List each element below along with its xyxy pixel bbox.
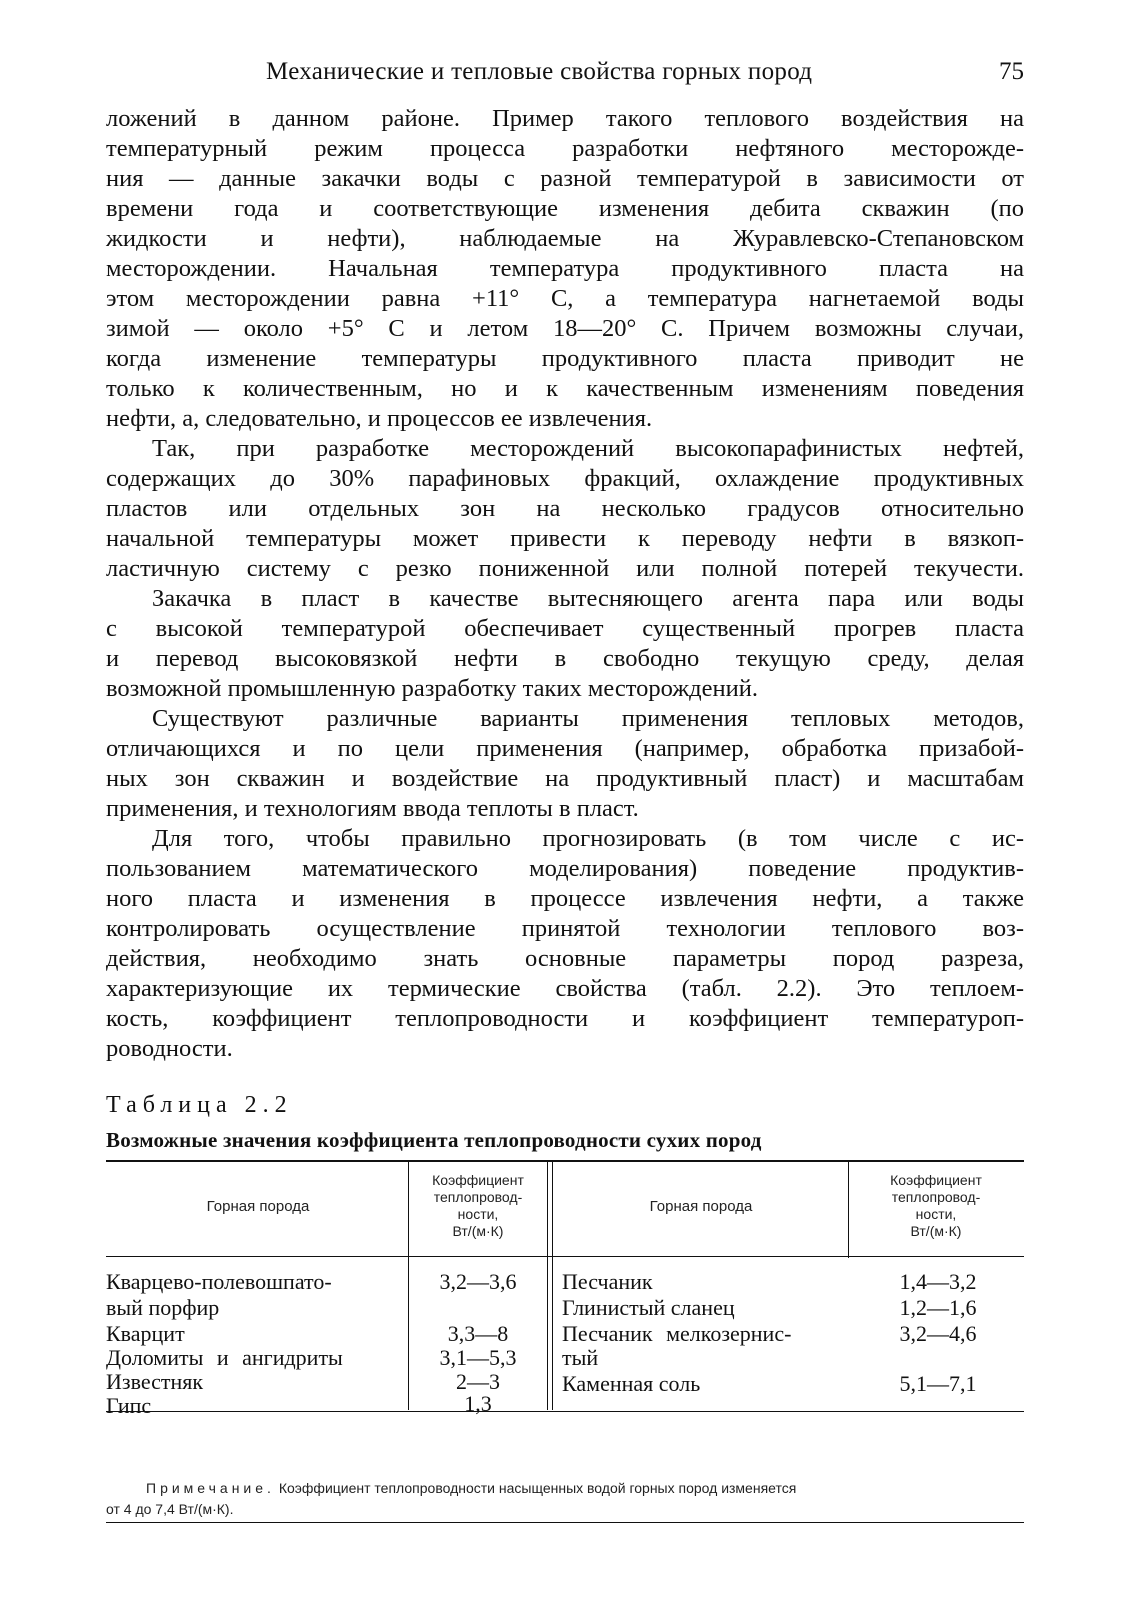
text-line: и перевод высоковязкой нефти в свободно текущую среду, делая [106,645,1024,672]
text-line: только к количественным, но и к качественным изменениям поведения [106,375,1024,402]
text-line: нефти, а, следовательно, и процессов ее извлечения. [106,405,653,432]
text-line: возможной промышленную разработку таких месторождений. [106,675,758,702]
header-coef-line: ности, [457,1206,499,1222]
text-line: ластичную систему с резко пониженной или полной потерей текучести. [106,555,1024,582]
rock-name: Глинистый сланец [562,1295,735,1320]
text-line: отличающихся и по цели применения (например, обработка призабой- [106,735,1024,762]
coef-value: 5,1—7,1 [899,1371,977,1396]
coef-value: 1,4—3,2 [899,1269,977,1294]
header-rock-right: Горная порода [649,1198,753,1215]
rock-name: тый [562,1345,599,1370]
paragraph-2 [106,434,1024,584]
coef-value: 1,2—1,6 [899,1295,977,1320]
header-coef-line: теплопровод- [433,1189,523,1205]
text-line: Существуют различные варианты применения тепловых методов, [152,705,1024,732]
note-text: Коэффициент теплопроводности насыщенных водой горных пород изменяется [278,1480,797,1496]
text-line: Так, при разработке месторождений высокопарафинистых нефтей, [152,435,1024,462]
text-line: этом месторождении равна +11° С, а температура нагнетаемой воды [106,285,1024,312]
text-line: применения, и технологиям ввода теплоты в пласт. [106,795,639,822]
text-line: времени года и соответствующие изменения дебита скважин (по [106,195,1024,222]
column-divider [408,1162,409,1410]
rock-name: Доломиты и ангидриты [106,1345,343,1370]
paragraph-1 [106,104,1024,434]
rock-name: Каменная соль [562,1371,701,1396]
header-coef-line: Вт/(м·К) [452,1223,504,1239]
coef-value: 3,3—8 [447,1321,509,1346]
text-line: начальной температуры может привести к переводу нефти в вязкоп- [106,525,1024,552]
table-top-rule [106,1160,1024,1162]
header-coef-left [410,1172,546,1240]
coef-value: 3,2—3,6 [439,1269,517,1294]
rock-name: Кварцит [106,1321,185,1346]
header-coef-line: ности, [915,1206,957,1222]
text-line: кость, коэффициент теплопроводности и коэффициент температуроп- [106,1005,1024,1032]
text-line: ных зон скважин и воздействие на продуктивный пласт) и масштабам [106,765,1024,792]
text-line: когда изменение температуры продуктивного пласта приводит не [106,345,1024,372]
body-text [106,104,1024,1064]
text-line: контролировать осуществление принятой технологии теплового воз- [106,915,1024,942]
text-line: ного пласта и изменения в процессе извлечения нефти, а также [106,885,1024,912]
column-divider [547,1162,548,1410]
running-title: Механические и тепловые свойства горных пород [266,58,813,85]
paragraph-4 [106,704,1024,824]
text-line: характеризующие их термические свойства (табл. 2.2). Это теплоем- [106,975,1024,1002]
text-line: роводности. [106,1035,233,1062]
header-coef-line: Коэффициент [432,1172,524,1188]
text-line: действия, необходимо знать основные параметры пород разреза, [106,945,1024,972]
table-title: Возможные значения коэффициента теплопроводности сухих пород [106,1128,762,1152]
paragraph-5 [106,824,1024,1064]
column-divider [552,1162,553,1410]
text-line: температурный режим процесса разработки нефтяного месторожде- [106,135,1024,162]
text-line: ложений в данном районе. Пример такого теплового воздействия на [106,105,1024,132]
text-line: Закачка в пласт в качестве вытесняющего агента пара или воды [152,585,1024,612]
footer-rule [106,1522,1024,1523]
text-line: ния — данные закачки воды с разной температурой в зависимости от [106,165,1024,192]
rock-name: Песчаник мелкозернис- [562,1321,792,1346]
coef-value: 1,3 [464,1391,492,1416]
table-header-rule [106,1256,1024,1257]
text-line: пользованием математического моделирования) поведение продуктив- [106,855,1024,882]
text-line: месторождении. Начальная температура продуктивного пласта на [106,255,1024,282]
coef-value: 3,2—4,6 [899,1321,977,1346]
text-line: пластов или отдельных зон на несколько градусов относительно [106,495,1024,522]
note-label: Примечание. [146,1480,275,1496]
header-coef-line: Коэффициент [890,1172,982,1188]
header-coef-line: Вт/(м·К) [910,1223,962,1239]
rock-name: Известняк [106,1369,204,1394]
text-line: зимой — около +5° С и летом 18—20° С. Причем возможны случаи, [106,315,1024,342]
text-line: жидкости и нефти), наблюдаемые на Журавлевско-Степановском [106,225,1024,252]
text-line: Для того, чтобы правильно прогнозировать (в том числе с ис- [152,825,1024,852]
rock-name: Песчаник [562,1269,653,1294]
running-head [106,58,1024,94]
text-line: содержащих до 30% парафиновых фракций, охлаждение продуктивных [106,465,1024,492]
coef-value: 3,1—5,3 [439,1345,517,1370]
rock-name: вый порфир [106,1295,220,1320]
table-caption: Таблица 2.2 [106,1092,293,1118]
note-text: от 4 до 7,4 Вт/(м·К). [106,1501,234,1517]
header-coef-right [850,1172,1022,1240]
text-line: с высокой температурой обеспечивает существенный прогрев пласта [106,615,1024,642]
table-note [106,1478,1026,1520]
rock-name: Гипс [106,1393,152,1418]
column-divider [848,1162,849,1258]
page-number: 75 [999,58,1024,85]
rock-name: Кварцево-полевошпато- [106,1269,332,1294]
paragraph-3 [106,584,1024,704]
coef-value: 2—3 [456,1369,500,1394]
table-bottom-rule [106,1411,1024,1412]
header-rock-left: Горная порода [206,1198,310,1215]
header-coef-line: теплопровод- [891,1189,981,1205]
